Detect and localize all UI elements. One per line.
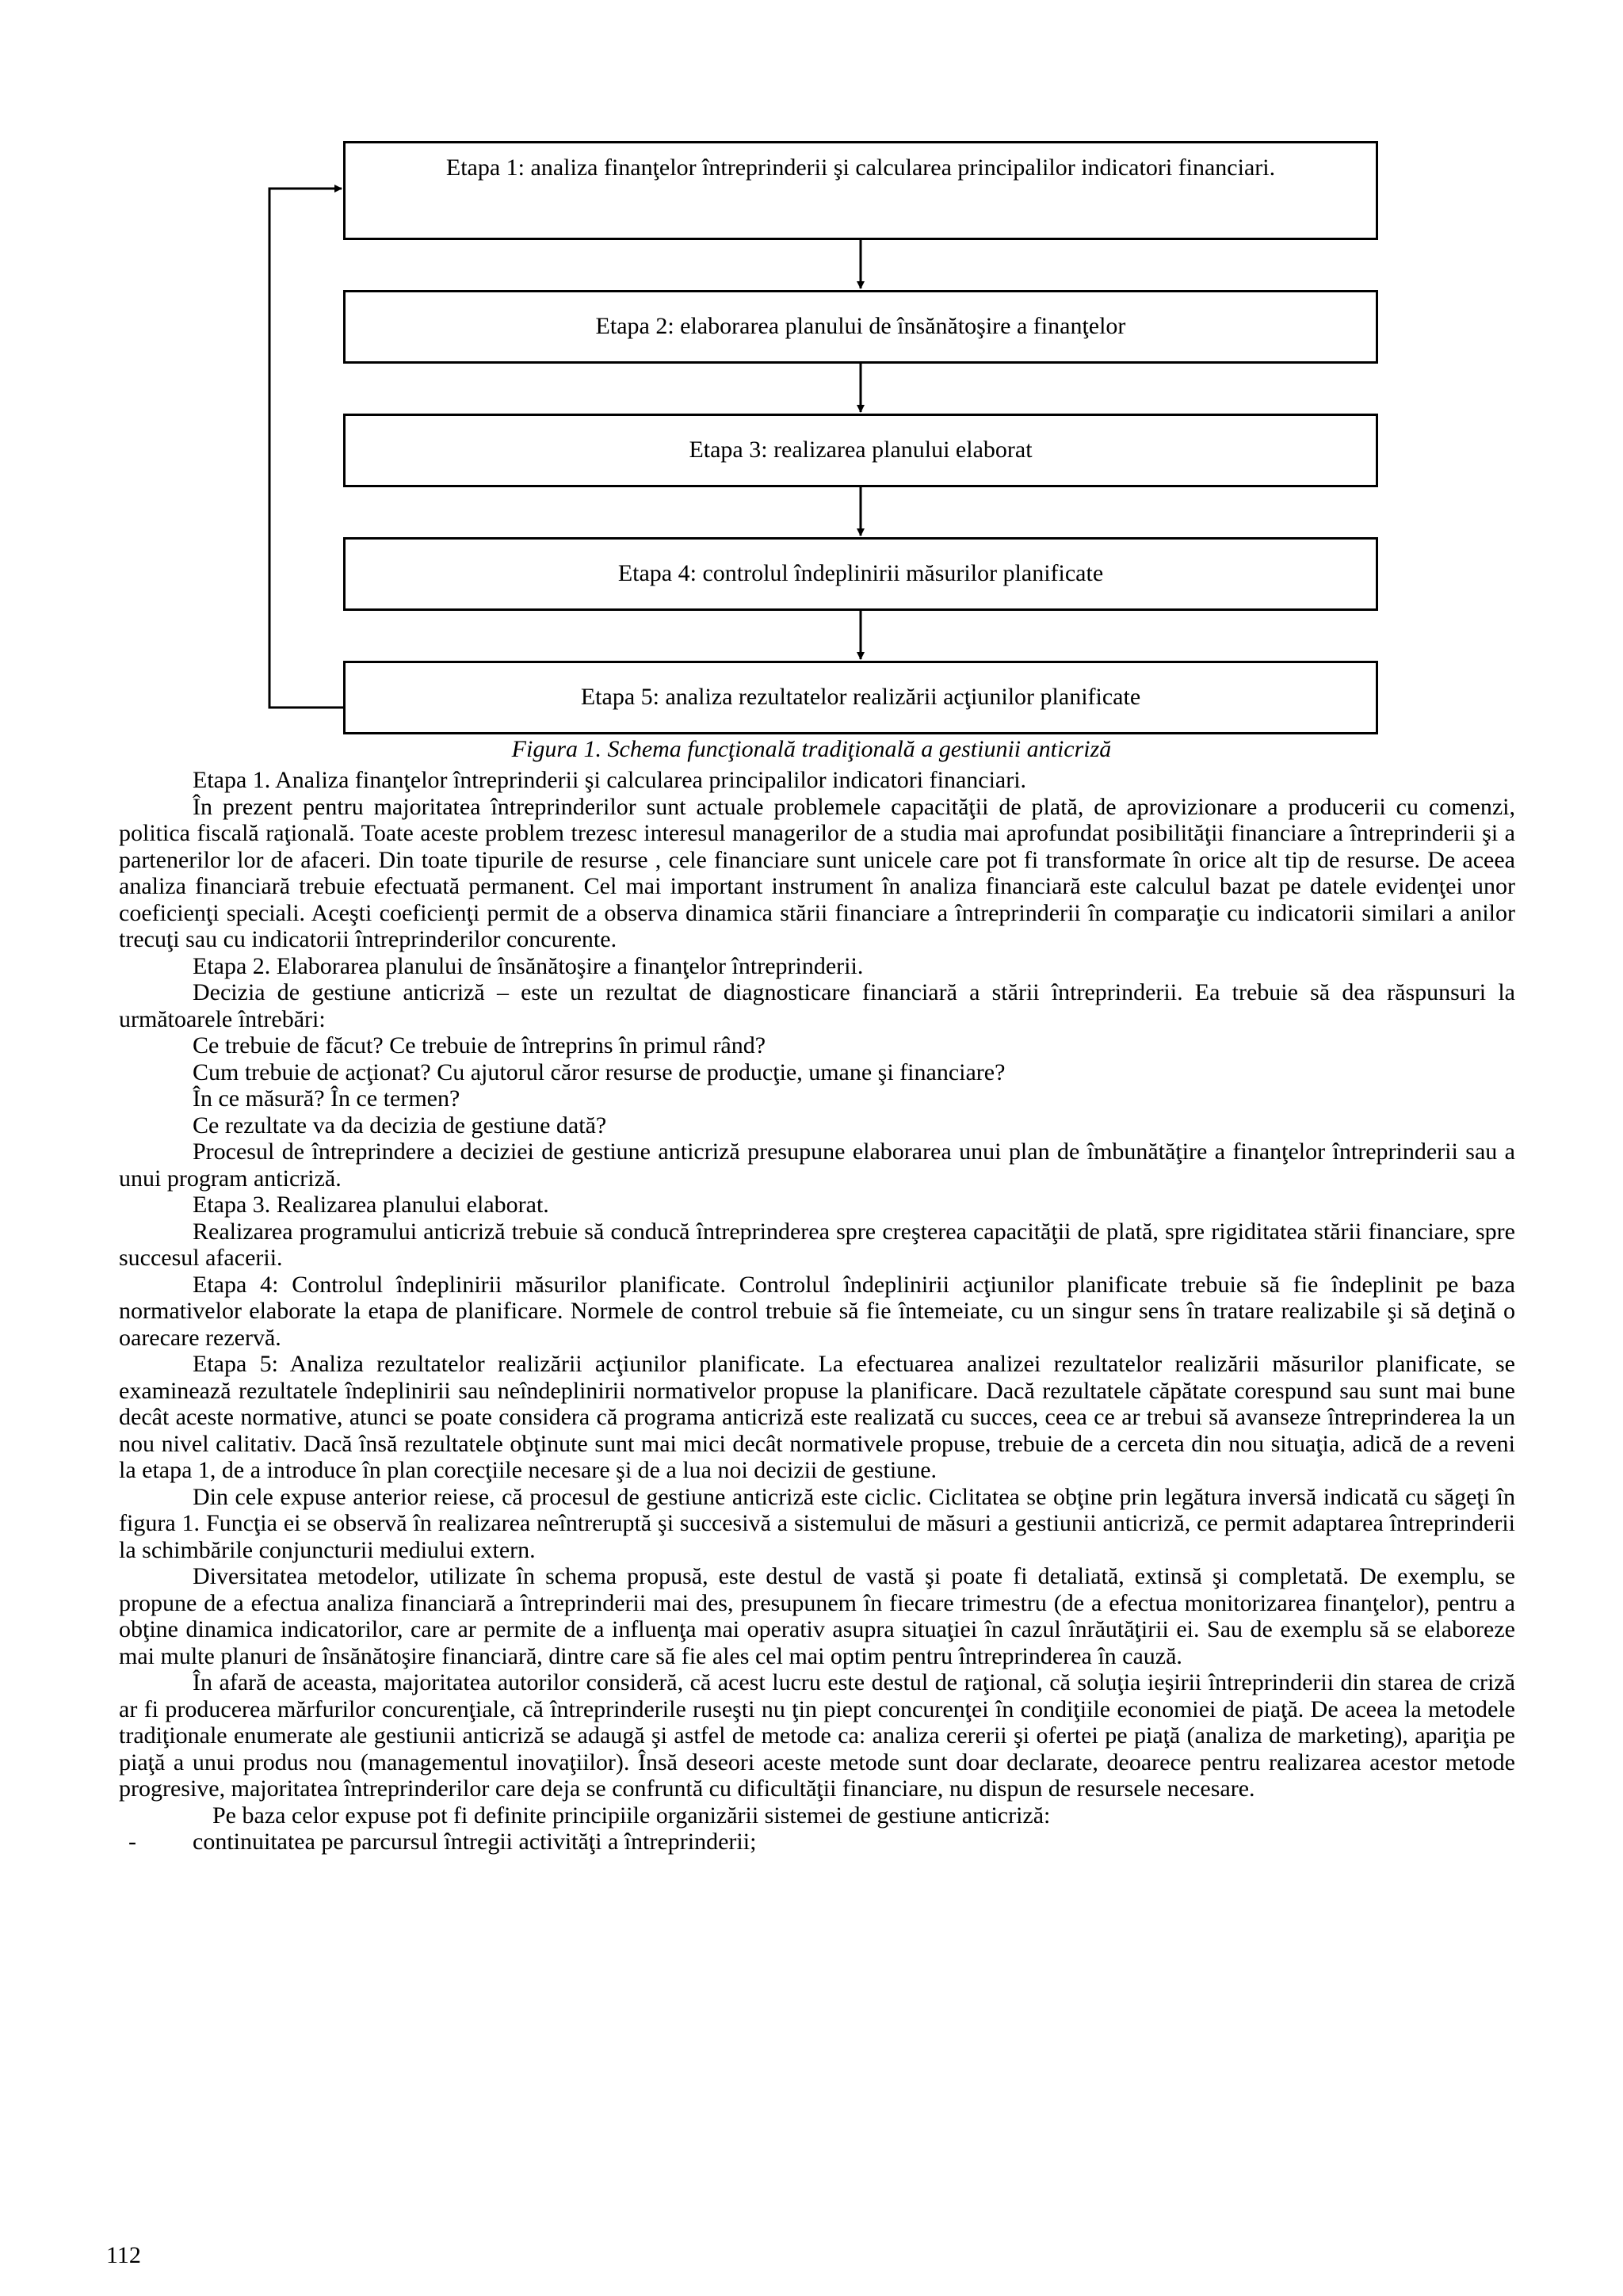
paragraph: Procesul de întreprindere a deciziei de gestiune anticriză presupune elaborarea unui plan de îmbunătăţire a finanţelor întreprinderii sau a unui program anticriză. [119, 1138, 1515, 1192]
paragraph: Pe baza celor expuse pot fi definite principiile organizării sistemei de gestiune anticriză: [212, 1802, 1051, 1829]
paragraph: În prezent pentru majoritatea întreprinderilor sunt actuale problemele capacităţii de plată, de aprovizionare a producerii cu comenzi, politica fiscală raţională. Toate aceste problem trezesc interesul managerilor de a studia mai aprofundat posibilităţii financiare a întreprinderii şi a partenerilor lor de afaceri. Din toate tipurile de resurse , cele financiare sunt unicele care pot fi transformate în orice alt tip de resurse. De aceea analiza financiară trebuie efectuată permanent. Cel mai important instrument în analiza financiară este calculul bazat pe datele evidenţei unor coeficienţi speciali. Aceşti coeficienţi permit de a observa dinamica stării financiare a întreprinderii în comparaţie cu indicatorii similari a anilor trecuţi sau cu indicatorii întreprinderilor concurente. [119, 793, 1515, 952]
list-item-text: continuitatea pe parcursul întregii activităţi a întreprinderii; [193, 1829, 757, 1855]
question-line: În ce măsură? În ce termen? [193, 1085, 460, 1112]
question-line: Ce rezultate va da decizia de gestiune dată? [193, 1112, 607, 1138]
paragraph: Etapa 1. Analiza finanţelor întreprinderii şi calcularea principalilor indicatori financiari. [193, 767, 1027, 793]
diagram-arrows [0, 0, 1623, 745]
body-text [119, 767, 1515, 1855]
stage-3-box: Etapa 3: realizarea planului elaborat [343, 414, 1378, 487]
paragraph: În afară de aceasta, majoritatea autorilor consideră, că acest lucru este destul de raţional, că soluţia ieşirii întreprinderii din starea de criză ar fi producerea mărfurilor concurenţiale, că întreprinderile ruseşti nu ţin piept concurenţei în condiţiile economiei de piaţă. De aceea la metodele tradiţionale enumerate ale gestiunii anticriză se adaugă şi astfel de metode ca: analiza cererii şi ofertei pe piaţă (analiza de marketing), apariţia pe piaţă a unui produs nou (managementul inovaţiilor). Însă deseori aceste metode sunt doar declarate, deoarece pentru realizarea acestor metode progresive, majoritatea întreprinderilor care deja se confruntă cu dificultăţii financiare, nu dispun de resursele necesare. [119, 1669, 1515, 1802]
paragraph: Etapa 3. Realizarea planului elaborat. [193, 1192, 549, 1218]
stage-2-box: Etapa 2: elaborarea planului de însănătoşire a finanţelor [343, 290, 1378, 364]
list-marker: - [128, 1829, 136, 1855]
question-line: Ce trebuie de făcut? Ce trebuie de întreprins în primul rând? [193, 1032, 766, 1058]
stage-4-box: Etapa 4: controlul îndeplinirii măsurilor planificate [343, 537, 1378, 611]
paragraph: Etapa 4: Controlul îndeplinirii măsurilor planificate. Controlul îndeplinirii acţiunilor planificate trebuie să fie îndeplinit pe baza normativelor elaborate la etapa de planificare. Normele de control trebuie să fie întemeiate, cu un singur sens în tratare realizabile şi să deţină o oarecare rezervă. [119, 1271, 1515, 1351]
paragraph: Etapa 5: Analiza rezultatelor realizării acţiunilor planificate. La efectuarea analizei rezultatelor realizării măsurilor planificate, se examinează rezultatele îndeplinirii sau neîndeplinirii normativelor propuse la planificare. Dacă rezultatele căpătate corespund sau sunt mai bune decât aceste normative, atunci se poate considera că programa anticriză este realizată cu succes, ceea ce ar trebui să avanseze întreprinderea la un nou nivel calitativ. Dacă însă rezultatele obţinute sunt mai mici decât normativele propuse, trebuie de a cerceta din nou situaţia, adică de a reveni la etapa 1, de a introduce în plan corecţiile necesare şi de a lua noi decizii de gestiune. [119, 1351, 1515, 1483]
paragraph: Etapa 2. Elaborarea planului de însănătoşire a finanţelor întreprinderii. [193, 952, 864, 979]
paragraph: Decizia de gestiune anticriză – este un rezultat de diagnosticare financiară a stării întreprinderii. Ea trebuie să dea răspunsuri la următoarele întrebări: [119, 979, 1515, 1032]
paragraph: Din cele expuse anterior reiese, că procesul de gestiune anticriză este ciclic. Ciclitatea se obţine prin legătura inversă indicată cu săgeţi în figura 1. Funcţia ei se observă în realizarea neîntreruptă şi succesivă a sistemului de măsuri a gestiunii anticriză, ce permit adaptarea întreprinderii la schimbările conjuncturii mediului extern. [119, 1483, 1515, 1563]
stage-5-box: Etapa 5: analiza rezultatelor realizării acţiunilor planificate [343, 661, 1378, 734]
figure-caption: Figura 1. Schema funcţională tradiţională a gestiunii anticriză [511, 736, 1112, 762]
stage-1-box: Etapa 1: analiza finanţelor întreprinderii şi calcularea principalilor indicatori financiari. [343, 141, 1378, 240]
question-line: Cum trebuie de acţionat? Cu ajutorul căror resurse de producţie, umane şi financiare? [193, 1058, 1006, 1085]
paragraph: Diversitatea metodelor, utilizate în schema propusă, este destul de vastă şi poate fi detaliată, extinsă şi completată. De exemplu, se propune de a efectua analiza financiară a întreprinderii mai des, presupunem în fiecare trimestru (de a efectua monitorizarea finanţelor), pentru a obţine dinamica indicatorilor, care ar permite de a influenţa mai operativ asupra situaţiei în cazul înrăutăţirii ei. Sau de exemplu să se elaboreze mai multe planuri de însănătoşire financiară, dintre care să fie ales cel mai optim pentru întreprinderea în cauză. [119, 1563, 1515, 1669]
list-item [119, 1829, 1515, 1855]
feedback-loop-arrow [269, 189, 343, 707]
paragraph: Realizarea programului anticriză trebuie să conducă întreprinderea spre creşterea capacităţii de plată, spre rigiditatea stării financiare, spre succesul afacerii. [119, 1218, 1515, 1271]
page-number: 112 [106, 2242, 141, 2268]
functional-scheme-diagram [0, 0, 1623, 729]
